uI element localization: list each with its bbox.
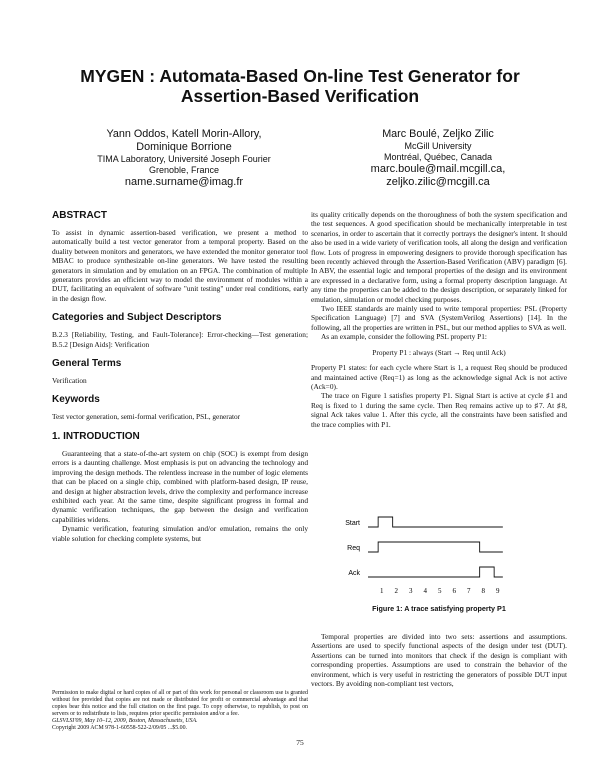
abstract-heading: ABSTRACT	[52, 210, 107, 221]
page-number: 75	[296, 738, 304, 747]
cycle-label: 2	[394, 587, 399, 595]
right-column-bottom	[311, 632, 567, 688]
general-terms-text: Verification	[52, 376, 87, 386]
author-names: Dominique Borrione	[136, 141, 232, 153]
introduction-paragraph: Dynamic verification, featuring simulation and/or emulation, remains the only viable solution for checking complete systems, but	[52, 524, 308, 543]
cycle-label: 4	[423, 587, 428, 595]
property-statement: Property P1 : always (Start → Req until Ack)	[372, 347, 506, 357]
introduction-heading: 1. INTRODUCTION	[52, 430, 140, 442]
author-affiliation: TIMA Laboratory, Université Joseph Fourier	[97, 154, 271, 164]
body-paragraph: Property P1 states: for each cycle where Start is 1, a request Req should be produced and maintained active (Req=1) as long as the acknowledge signal Ack is not active (Ack=0).	[311, 363, 567, 391]
keywords-text: Test vector generation, semi-formal verification, PSL, generator	[52, 412, 241, 422]
author-affiliation: McGill University	[404, 141, 472, 151]
author-email: zeljko.zilic@mcgill.ca	[386, 176, 490, 188]
signal-label: Req	[347, 545, 360, 552]
author-affiliation: Montréal, Québec, Canada	[383, 152, 493, 162]
author-email: marc.boule@mail.mcgill.ca,	[370, 163, 506, 175]
general-terms-heading: General Terms	[52, 358, 122, 370]
body-paragraph: Two IEEE standards are mainly used to write temporal properties: PSL (Property Specification Language) [7] and SVA (SystemVerilog Assertions) [14]. In the following, all the properties are written in PSL, but our method applies to SVA as well.	[311, 304, 567, 332]
permission-text: Permission to make digital or hard copies of all or part of this work for personal or classroom use is granted without fee provided that copies are not made or distributed for profit or commercial advantage and that copies bear this notice and the full citation on the first page. To copy otherwise, to republish, to post on servers or to redistribute to lists, requires prior specific permission and/or a fee.	[52, 690, 308, 718]
venue-text: GLSVLSI'09, May 10–12, 2009, Boston, Massachusetts, USA.	[52, 718, 198, 725]
categories-heading: Categories and Subject Descriptors	[52, 312, 222, 324]
body-paragraph: its quality critically depends on the thoroughness of both the system specification and the test sequences. A good specification should be mechanically interpretable in test scenarios, in order to ascertain that it correctly portrays the designer's intent. It should also be used in a wide variety of verification tools, all along the design and verification flow. Lots of progress in empowering designers to provide thorough specification has been recently achieved through the Assertion-Based Verification (ABV) paradigm [6]. In ABV, the essential logic and temporal properties of the design and its environment are expressed in a declarative form, using a formal property description language. At any time the properties can be added to the design description, or separately linked for emulation, simulation or model checking purposes.	[311, 210, 567, 304]
signal-label: Start	[345, 520, 360, 527]
cycle-label: 3	[409, 587, 413, 595]
introduction-paragraph: Guaranteeing that a state-of-the-art system on chip (SOC) is exempt from design errors is a daunting challenge. Most emphasis is put on advancing the technology and improving the design methods. The relentless increase in the number of logic elements that can be placed on a single chip, combined with platform-based design, IP reuse, and design at higher abstraction levels, drive the complexity and performance increase exhibited each year. At the same time, despite significant progress in formal and dynamic verification techniques, the gap between the design and verification capabilities widens.	[52, 448, 308, 524]
cycle-label: 6	[452, 587, 457, 595]
signal-label: Ack	[348, 570, 360, 577]
keywords-heading: Keywords	[52, 394, 100, 406]
signal-waveform	[368, 567, 503, 577]
signal-waveform	[368, 517, 503, 527]
left-column	[52, 210, 308, 543]
abstract-text: To assist in dynamic assertion-based verification, we present a method to automatically build a test vector generator from a temporal property. Based on the duality between monitors and generators, we have extended the monitor generator tool MBAC to produce synthesizable on-line generators. We have tested the resulting generators in simulation and by emulation on an FPGA. The combination of multiple generators provides an efficient way to model the environment of modules within a DUT, facilitating an equivalent of software "unit testing" under real conditions, early in the design flow.	[52, 228, 308, 303]
cycle-label: 7	[467, 587, 471, 595]
signal-waveform	[368, 542, 503, 552]
author-names: Marc Boulé, Zeljko Zilic	[382, 128, 494, 140]
body-paragraph: The trace on Figure 1 satisfies property P1. Signal Start is active at cycle ♯1 and Req is fixed to 1 during the same cycle. Then Req remains active up to ♯7. At ♯8, signal Ack takes value 1. After this cycle, all the constraints have been satisfied and the trace complies with P1.	[311, 391, 567, 429]
paper-title: MYGEN : Automata-Based On-line Test Generator for Assertion-Based Verification	[80, 66, 520, 106]
cycle-label: 5	[438, 587, 442, 595]
author-names: Yann Oddos, Katell Morin-Allory,	[106, 128, 262, 140]
right-column	[311, 210, 567, 429]
figure-caption: Figure 1: A trace satisfying property P1	[372, 604, 506, 613]
author-affiliation: Grenoble, France	[148, 165, 220, 175]
cycle-label: 8	[481, 587, 486, 595]
categories-text: B.2.3 [Reliability, Testing, and Fault-Tolerance]: Error-checking—Test generation; B.5.2 [Design Aids]: Verification	[52, 330, 308, 349]
body-paragraph: Temporal properties are divided into two sets: assertions and assumptions. Assertions are used to specify functional aspects of the design under test (DUT). Assertions can be turned into monitors that check if the design is compliant with corresponding properties. Assumptions are used to constrain the behavior of the environment, which is very useful in restricting the generators of possible DUT input vectors. By avoiding non-compliant test vectors,	[311, 632, 567, 689]
copyright-footnote	[52, 690, 308, 733]
author-email: name.surname@imag.fr	[124, 176, 244, 188]
author-block-left	[60, 128, 308, 189]
cycle-label: 9	[496, 587, 500, 595]
body-paragraph: As an example, consider the following PSL property P1:	[321, 332, 487, 342]
cycle-label: 1	[380, 587, 384, 595]
author-block-right	[318, 128, 558, 189]
waveform-figure	[318, 507, 558, 617]
copyright-text: Copyright 2009 ACM 978-1-60558-522-2/09/05 ...$5.00.	[52, 725, 187, 732]
